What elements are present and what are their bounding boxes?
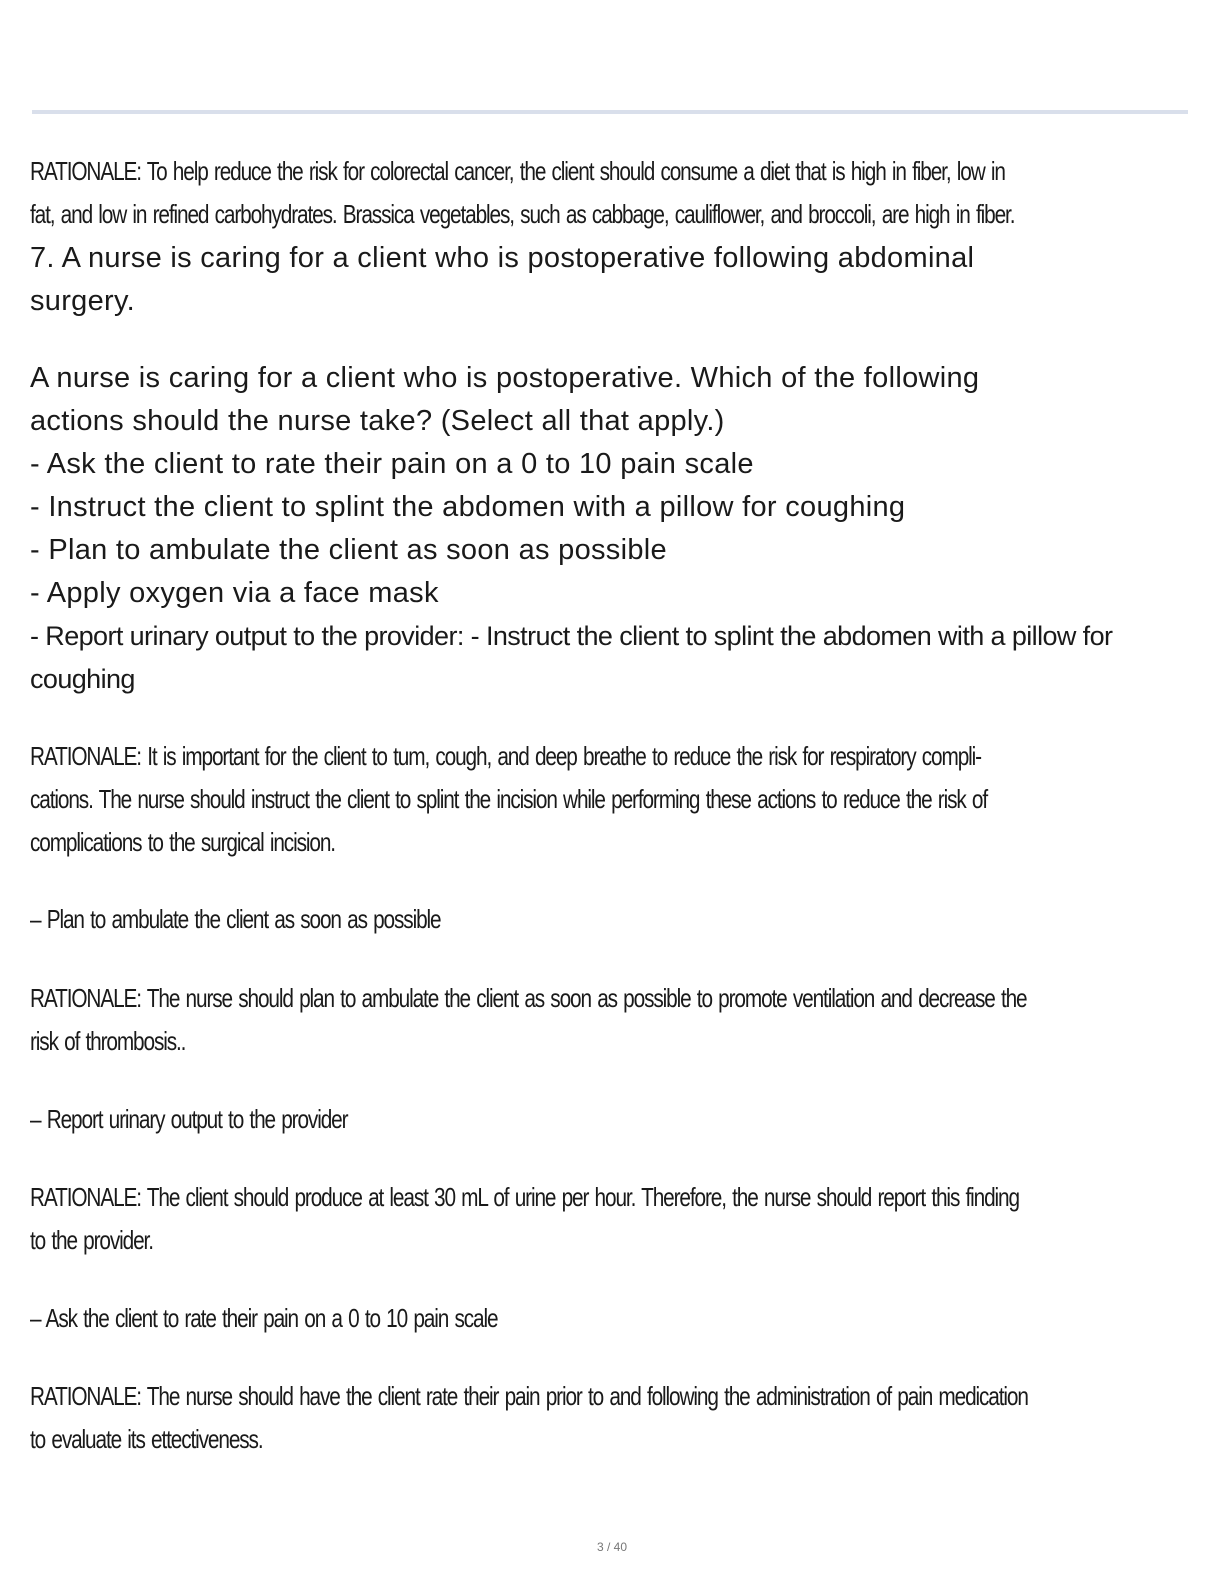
answer-option: - Report urinary output to the provider:: [30, 621, 464, 651]
question-title: [30, 237, 974, 280]
rationale-line: to the provider.: [30, 1225, 153, 1255]
rationale-line: fat, and low in refined carbohydrates. Brassica vegetables, such as cabbage, cauliflower, and broccoli, are high in fiber.: [30, 199, 1015, 229]
answer-heading: – Report urinary output to the provider: [30, 1104, 348, 1134]
rationale-line: RATIONALE: It is important for the client to tum, cough, and deep breathe to reduce the risk for respiratory compli-: [30, 741, 981, 771]
page-number: 3 / 40: [596, 1540, 628, 1554]
question-stem: A nurse is caring for a client who is postoperative. Which of the following: [30, 362, 980, 394]
answer-option: - Apply oxygen via a face mask: [30, 577, 439, 609]
rationale-line: RATIONALE: The nurse should plan to ambulate the client as soon as possible to promote ventilation and decrease the: [30, 983, 1027, 1013]
correct-answer: - Instruct the client to splint the abdomen with a pillow for: [470, 621, 1113, 651]
question-stem: actions should the nurse take? (Select all that apply.): [30, 405, 725, 437]
header-divider: [32, 110, 1188, 114]
rationale-line: RATIONALE: The client should produce at least 30 mL of urine per hour. Therefore, the nurse should report this finding: [30, 1182, 1019, 1212]
rationale-line: risk of thrombosis..: [30, 1026, 186, 1056]
answer-heading: – Ask the client to rate their pain on a 0 to 10 pain scale: [30, 1303, 498, 1333]
answer-heading: – Plan to ambulate the client as soon as possible: [30, 904, 441, 934]
rationale-line: complications to the surgical incision.: [30, 827, 335, 857]
answer-option: - Plan to ambulate the client as soon as possible: [30, 534, 667, 566]
rationale-line: cations. The nurse should instruct the client to splint the incision while performing these actions to reduce the risk of: [30, 784, 988, 814]
answer-option: - Instruct the client to splint the abdomen with a pillow for coughing: [30, 491, 906, 523]
rationale-line: RATIONALE: To help reduce the risk for colorectal cancer, the client should consume a diet that is high in fiber, low in: [30, 156, 1005, 186]
question-number: 7.: [30, 242, 55, 274]
rationale-line: to evaluate its ettectiveness.: [30, 1424, 263, 1454]
question-title-continued: surgery.: [30, 285, 136, 317]
rationale-line: RATIONALE: The nurse should have the client rate their pain prior to and following the administration of pain medication: [30, 1381, 1028, 1411]
correct-answer-continued: coughing: [30, 664, 135, 694]
question-title-text: A nurse is caring for a client who is postoperative following abdominal: [61, 242, 975, 274]
answer-option: - Ask the client to rate their pain on a 0 to 10 pain scale: [30, 448, 754, 480]
answer-option-with-answer: [30, 615, 1112, 658]
